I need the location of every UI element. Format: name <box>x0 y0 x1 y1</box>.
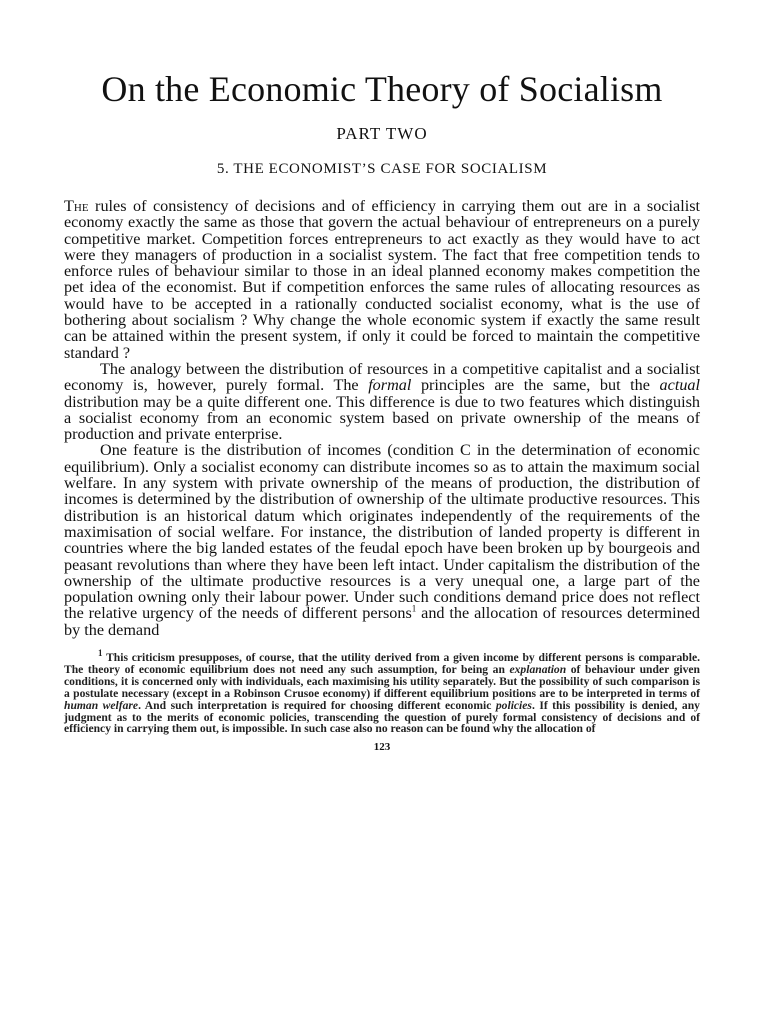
paragraph-3 <box>64 442 700 638</box>
emphasis-policies: policies <box>495 698 532 712</box>
paragraph-2 <box>64 361 700 442</box>
footnote-mark: 1 <box>98 648 103 659</box>
emphasis-human-welfare: human welfare <box>64 698 139 712</box>
page-number: 123 <box>373 741 391 754</box>
emphasis-actual: actual <box>659 376 701 395</box>
part-heading: PART TWO <box>336 124 428 143</box>
footnote-text-d: . If this possibility is denied, any judgment as to the merits of economic policies, transcending the question of purely formal consistency of decisions and of efficiency in carrying them out, is impossible. In such case also no reason can be found why the allocation of <box>64 698 700 736</box>
lead-word: The <box>64 197 89 215</box>
footnote-text-c: . And such interpretation is required for choosing different economic <box>138 698 496 712</box>
book-page <box>64 68 700 753</box>
paragraph-1-text: rules of consistency of decisions and of efficiency in carrying them out are in a socialist economy exactly the same as those that govern the actual behaviour of entrepreneurs on a purely competitive market. Competition forces entrepreneurs to act exactly as they would have to act were they managers of production in a socialist system. The fact that free competition tends to enforce rules of behaviour similar to those in an ideal planned economy makes competition the pet idea of the economist. But if competition enforces the same rules of allocating resources as would have to be accepted in a rationally conducted socialist economy, what is the use of bothering about socialism ? Why change the whole economic system if exactly the same result can be attained within the present system, if only it could be forced to maintain the competitive standard ? <box>64 197 700 362</box>
footnote-1 <box>64 648 701 736</box>
emphasis-explanation: explanation <box>509 662 567 676</box>
footnote-reference: 1 <box>411 604 417 615</box>
footnote-text-a: This criticism presupposes, of course, that the utility derived from a given income by different persons is comparable. The theory of economic equilibrium does not need any such assumption, for being an <box>64 651 700 676</box>
footnote-text-b: of behaviour under given conditions, it is concerned only with individuals, each maximising his utility separately. But the possibility of such comparison is a postulate necessary (except in a Robinson Crusoe economy) if different equilibrium positions are to be interpreted in terms of <box>64 662 701 700</box>
paragraph-2-text-a: The analogy between the distribution of resources in a competitive capitalist and a socialist economy is, however, purely formal. The <box>64 359 700 395</box>
paragraph-3-text-b: and the allocation of resources determined by the demand <box>64 604 700 639</box>
body-text <box>64 198 700 638</box>
footnote <box>64 648 701 736</box>
paragraph-2-text-c: distribution may be a quite different one. This difference is due to two features which distinguish a socialist economy from an economic system based on private ownership of the means of production and private enterprise. <box>64 392 700 444</box>
emphasis-formal: formal <box>368 376 412 395</box>
paragraph-1 <box>64 198 700 361</box>
paragraph-2-text-b: principles are the same, but the <box>411 376 660 395</box>
chapter-title: On the Economic Theory of Socialism <box>101 69 663 109</box>
paragraph-3-text-a: One feature is the distribution of incomes (condition C in the determination of economic equilibrium). Only a socialist economy can distribute incomes so as to attain the maximum social welfare. In any system with private ownership of the means of production, the distribution of incomes is determined by the distribution of ownership of the ultimate productive resources. This distribution is an historical datum which originates independently of the requirements of the maximisation of social welfare. For instance, the distribution of landed property is different in countries where the big landed estates of the feudal epoch have been broken up by bourgeois and peasant revolutions than where they have been left intact. Under capitalism the distribution of the ownership of the ultimate productive resources is a very unequal one, a large part of the population owning only their labour power. Under such conditions demand price does not reflect the relative urgency of the needs of different persons <box>64 441 700 623</box>
section-heading: 5. THE ECONOMIST’S CASE FOR SOCIALISM <box>216 161 548 177</box>
